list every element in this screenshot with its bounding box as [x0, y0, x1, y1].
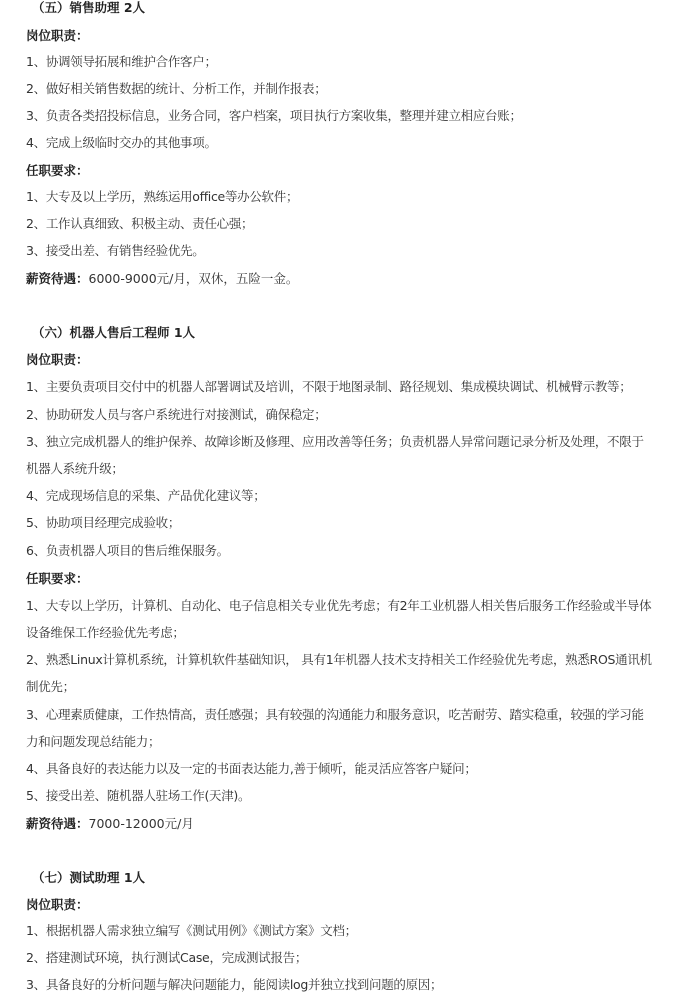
- duty-item: 1、根据机器人需求独立编写《测试用例》《测试方案》文档；: [26, 923, 357, 938]
- duty-item: 3、负责各类招投标信息，业务合同，客户档案，项目执行方案收集，整理并建立相应台账；: [26, 108, 522, 123]
- duties-label: 岗位职责：: [26, 352, 89, 367]
- requirement-item: 3、心理素质健康，工作热情高，责任感强；具有较强的沟通能力和服务意识，吃苦耐劳、踏实稳重，较强的学习能力和问题发现总结能力；: [26, 707, 644, 749]
- duties-label: 岗位职责：: [26, 28, 89, 43]
- duty-item: 2、协助研发人员与客户系统进行对接测试，确保稳定；: [26, 407, 327, 422]
- salary-value: 6000-9000元/月，双休，五险一金。: [88, 271, 299, 286]
- salary-line: [26, 815, 194, 833]
- requirement-item: 4、具备良好的表达能力以及一定的书面表达能力,善于倾听，能灵活应答客户疑问；: [26, 761, 477, 776]
- requirement-item: 2、工作认真细致、积极主动、责任心强；: [26, 216, 254, 231]
- duty-item: 3、具备良好的分析问题与解决问题能力，能阅读log并独立找到问题的原因；: [26, 977, 443, 992]
- duty-item: 2、做好相关销售数据的统计、分析工作，并制作报表；: [26, 81, 327, 96]
- requirement-item: 1、大专以上学历，计算机、自动化、电子信息相关专业优先考虑；有2年工业机器人相关售后服务工作经验或半导体设备维保工作经验优先考虑；: [26, 598, 652, 640]
- salary-label: 薪资待遇：: [26, 816, 89, 831]
- duty-item: 2、搭建测试环境，执行测试Case，完成测试报告；: [26, 950, 308, 965]
- requirement-item: 1、大专及以上学历，熟练运用office等办公软件；: [26, 189, 299, 204]
- requirements-label: 任职要求：: [26, 163, 89, 178]
- duty-item: 5、协助项目经理完成验收；: [26, 515, 181, 530]
- duty-item: 1、主要负责项目交付中的机器人部署调试及培训，不限于地图录制、路径规划、集成模块调试、机械臂示教等；: [26, 379, 632, 394]
- section-heading: （七）测试助理 1人: [32, 870, 146, 885]
- requirement-item: 3、接受出差、有销售经验优先。: [26, 243, 205, 258]
- salary-value: 7000-12000元/月: [88, 816, 194, 831]
- duty-item: 1、协调领导拓展和维护合作客户；: [26, 54, 217, 69]
- requirement-item: 5、接受出差、随机器人驻场工作(天津)。: [26, 788, 251, 803]
- section-heading: （五）销售助理 2人: [32, 0, 146, 15]
- duty-item: 3、独立完成机器人的维护保养、故障诊断及修理、应用改善等任务；负责机器人异常问题记录分析及处理，不限于机器人系统升级；: [26, 434, 644, 476]
- duties-label: 岗位职责：: [26, 897, 89, 912]
- duty-item: 4、完成上级临时交办的其他事项。: [26, 135, 217, 150]
- requirements-label: 任职要求：: [26, 571, 89, 586]
- duty-item: 6、负责机器人项目的售后维保服务。: [26, 543, 229, 558]
- section-heading: （六）机器人售后工程师 1人: [32, 325, 196, 340]
- requirement-item: 2、熟悉Linux计算机系统，计算机软件基础知识， 具有1年机器人技术支持相关工作经验优先考虑，熟悉ROS通讯机制优先；: [26, 652, 652, 694]
- salary-line: [26, 270, 298, 288]
- duty-item: 4、完成现场信息的采集、产品优化建议等；: [26, 488, 266, 503]
- salary-label: 薪资待遇：: [26, 271, 89, 286]
